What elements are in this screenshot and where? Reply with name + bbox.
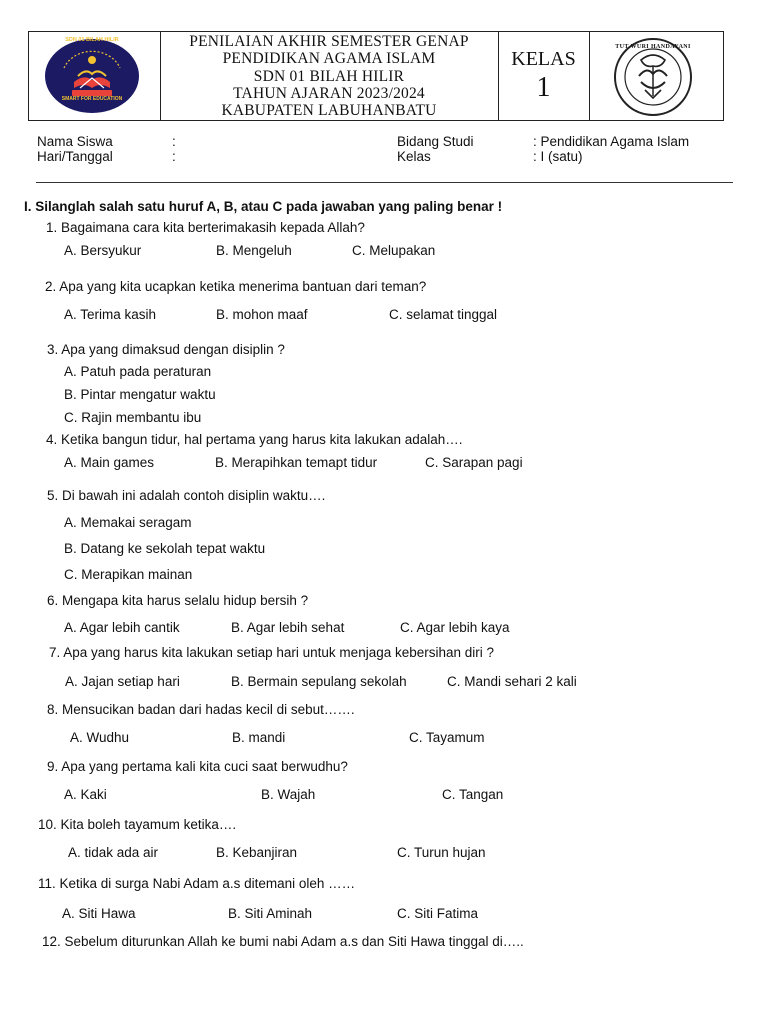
question: 1. Bagaimana cara kita berterimakasih kepada Allah?	[46, 220, 365, 235]
question: 12. Sebelum diturunkan Allah ke bumi nabi Adam a.s dan Siti Hawa tinggal di…..	[42, 934, 524, 949]
header-divider	[589, 32, 590, 120]
school-logo-name: SDN 01 BILAH HILIR	[65, 37, 119, 43]
option-a[interactable]: A. Main games	[64, 455, 155, 470]
question: 10. Kita boleh tayamum ketika….	[38, 817, 237, 832]
school-logo-tagline: SMART FOR EDUCATION	[61, 96, 123, 102]
hari-tanggal-label: Hari/Tanggal	[37, 149, 113, 164]
tut-wuri-handayani-logo	[611, 36, 695, 118]
option-b[interactable]: B. Pintar mengatur waktu	[64, 387, 216, 402]
option-c[interactable]: C. Turun hujan	[397, 845, 486, 860]
option-b[interactable]: B. mohon maaf	[216, 307, 308, 322]
option-c[interactable]: C. Merapikan mainan	[64, 567, 193, 582]
kelas-info-label: Kelas	[397, 149, 431, 164]
option-c[interactable]: C. Siti Fatima	[397, 906, 479, 921]
question: 3. Apa yang dimaksud dengan disiplin ?	[47, 342, 285, 357]
option-c[interactable]: C. Tayamum	[409, 730, 485, 745]
option-b[interactable]: B. Wajah	[261, 787, 316, 802]
option-b[interactable]: B. Agar lebih sehat	[231, 620, 345, 635]
option-a[interactable]: A. Terima kasih	[64, 307, 157, 322]
option-b[interactable]: B. Siti Aminah	[228, 906, 313, 921]
separator-line	[36, 182, 733, 183]
question: 6. Mengapa kita harus selalu hidup bersih ?	[47, 593, 309, 608]
instruction: I. Silanglah salah satu huruf A, B, atau C pada jawaban yang paling benar !	[24, 199, 503, 214]
option-b[interactable]: B. Bermain sepulang sekolah	[231, 674, 407, 689]
question: 7. Apa yang harus kita lakukan setiap hari untuk menjaga kebersihan diri ?	[49, 645, 495, 660]
option-b[interactable]: B. Mengeluh	[216, 243, 292, 258]
option-a[interactable]: A. Bersyukur	[64, 243, 142, 258]
option-c[interactable]: C. selamat tinggal	[389, 307, 498, 322]
option-a[interactable]: A. Patuh pada peraturan	[64, 364, 212, 379]
option-a[interactable]: A. Kaki	[64, 787, 107, 802]
question: 11. Ketika di surga Nabi Adam a.s ditemani oleh ……	[38, 876, 356, 891]
option-b[interactable]: B. mandi	[232, 730, 286, 745]
option-b[interactable]: B. Kebanjiran	[216, 845, 298, 860]
school-logo	[44, 38, 140, 114]
option-b[interactable]: B. Datang ke sekolah tepat waktu	[64, 541, 266, 556]
logo-motto: TUT WURI HANDAYANI	[615, 44, 691, 50]
header-table	[28, 31, 724, 121]
kelas-label: KELAS	[511, 48, 576, 70]
kelas-info-value: : I (satu)	[533, 149, 583, 164]
option-c[interactable]: C. Melupakan	[352, 243, 436, 258]
title-line: KABUPATEN LABUHANBATU	[221, 102, 437, 119]
question: 8. Mensucikan badan dari hadas kecil di sebut…….	[47, 702, 355, 717]
nama-siswa-colon: :	[172, 134, 176, 149]
title-line: PENDIDIKAN AGAMA ISLAM	[222, 50, 436, 67]
option-c[interactable]: C. Sarapan pagi	[425, 455, 523, 470]
option-c[interactable]: C. Rajin membantu ibu	[64, 410, 202, 425]
question: 4. Ketika bangun tidur, hal pertama yang harus kita lakukan adalah….	[46, 432, 463, 447]
bidang-studi-value: : Pendidikan Agama Islam	[533, 134, 690, 149]
option-a[interactable]: A. Wudhu	[70, 730, 130, 745]
title-line: SDN 01 BILAH HILIR	[253, 68, 405, 85]
question: 2. Apa yang kita ucapkan ketika menerima bantuan dari teman?	[45, 279, 427, 294]
exam-title-block	[160, 32, 498, 122]
question: 9. Apa yang pertama kali kita cuci saat berwudhu?	[47, 759, 348, 774]
kelas-value: 1	[536, 72, 551, 103]
option-c[interactable]: C. Tangan	[442, 787, 504, 802]
title-line: PENILAIAN AKHIR SEMESTER GENAP	[189, 33, 469, 50]
option-a[interactable]: A. Siti Hawa	[62, 906, 136, 921]
option-c[interactable]: C. Agar lebih kaya	[400, 620, 510, 635]
option-a[interactable]: A. tidak ada air	[68, 845, 159, 860]
option-a[interactable]: A. Jajan setiap hari	[65, 674, 180, 689]
option-a[interactable]: A. Agar lebih cantik	[64, 620, 180, 635]
bidang-studi-label: Bidang Studi	[397, 134, 474, 149]
nama-siswa-label: Nama Siswa	[37, 134, 113, 149]
hari-tanggal-colon: :	[172, 149, 176, 164]
kelas-box	[498, 32, 589, 122]
title-line: TAHUN AJARAN 2023/2024	[233, 85, 425, 102]
option-b[interactable]: B. Merapihkan temapt tidur	[215, 455, 378, 470]
option-c[interactable]: C. Mandi sehari 2 kali	[447, 674, 577, 689]
question: 5. Di bawah ini adalah contoh disiplin waktu….	[47, 488, 326, 503]
option-a[interactable]: A. Memakai seragam	[64, 515, 192, 530]
